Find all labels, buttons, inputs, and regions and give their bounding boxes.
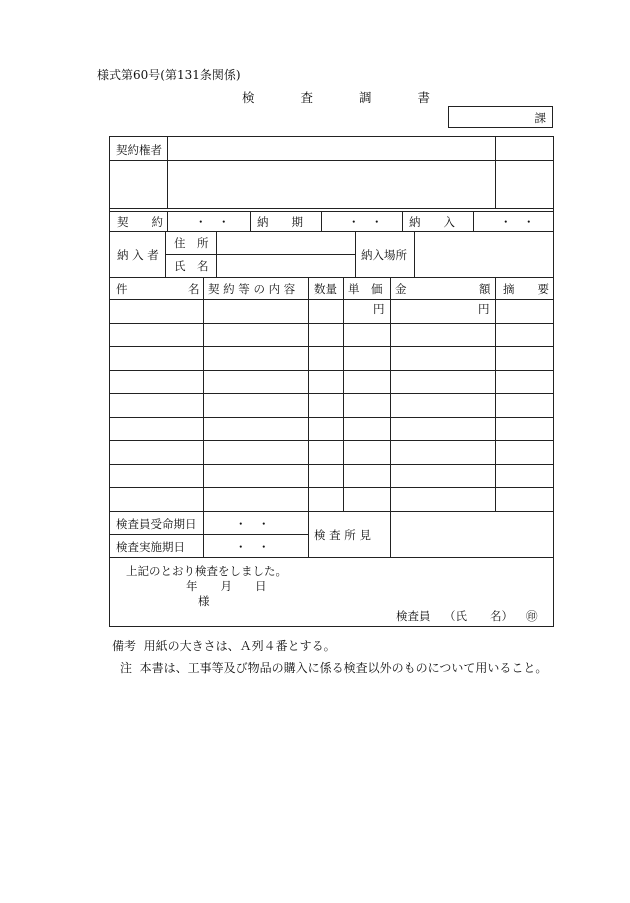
inspection-form-table (109, 136, 554, 627)
findings-label: 検 査 所 見 (314, 528, 371, 542)
grid-line (165, 231, 166, 277)
deadline-date-field[interactable]: ・ ・ (348, 215, 383, 229)
grid-line (355, 231, 356, 277)
delivery-place-label: 納入場所 (361, 248, 407, 262)
col-header-item-b: 名 (188, 282, 200, 296)
delivery-label: 納 入 (409, 215, 455, 229)
title-char-4: 書 (417, 90, 431, 105)
title-char-3: 調 (359, 90, 372, 105)
grid-line (110, 299, 553, 300)
contractor-label: 契約権者 (116, 143, 162, 157)
department-field[interactable] (448, 106, 553, 128)
note-paper-size (112, 637, 336, 654)
col-header-amount-b: 額 (479, 282, 491, 296)
col-header-content: 契 約 等 の 内 容 (208, 282, 296, 296)
grid-line (110, 417, 553, 418)
col-header-unit-price: 単 価 (348, 282, 383, 296)
grid-line (110, 231, 553, 232)
title-char-2: 査 (300, 90, 314, 105)
grid-line (110, 323, 553, 324)
grid-line (110, 277, 553, 278)
grid-line (110, 346, 553, 347)
grid-line (110, 534, 308, 535)
certification-statement: 上記のとおり検査をしました。 (126, 564, 287, 578)
address-label: 住 所 (174, 236, 209, 250)
note2-text: 本書は、工事等及び物品の購入に係る検査以外のものについて用いること。 (139, 661, 548, 675)
amount-yen: 円 (478, 302, 490, 316)
form-number: 様式第60号(第131条関係) (97, 68, 241, 82)
page-title (242, 88, 476, 106)
grid-line (216, 231, 217, 277)
grid-line (473, 211, 474, 231)
performed-date-label: 検査実施期日 (116, 540, 185, 554)
col-header-remarks: 摘 要 (503, 282, 549, 296)
grid-line (402, 211, 403, 231)
grid-line (250, 211, 251, 231)
grid-line (495, 137, 496, 208)
grid-line (110, 511, 553, 512)
seal-mark: ㊞ (526, 609, 538, 623)
unit-price-yen: 円 (373, 302, 385, 316)
grid-line (167, 137, 168, 208)
grid-line (167, 211, 168, 231)
grid-line (308, 511, 309, 557)
grid-line (110, 464, 553, 465)
inspector-name-label: （氏 名） (444, 609, 513, 623)
grid-line (110, 370, 553, 371)
grid-line (390, 277, 391, 511)
note1-text: 用紙の大きさは、Ａ列４番とする。 (143, 639, 336, 653)
grid-line (203, 277, 204, 511)
department-suffix: 課 (534, 111, 546, 125)
grid-line (390, 511, 391, 557)
grid-line (110, 160, 553, 161)
col-header-item-a: 件 (116, 282, 128, 296)
contract-date-field[interactable]: ・ ・ (195, 215, 230, 229)
grid-line (110, 557, 553, 558)
col-header-qty: 数量 (314, 282, 337, 296)
note1-label: 備考 (112, 639, 137, 653)
grid-line (321, 211, 322, 231)
grid-line (110, 393, 553, 394)
delivery-date-field[interactable]: ・ ・ (500, 215, 535, 229)
grid-line (110, 211, 553, 212)
grid-line (110, 440, 553, 441)
grid-line (165, 254, 355, 255)
supplier-label: 納 入 者 (117, 248, 159, 262)
certification-date: 年 月 日 (186, 579, 267, 593)
received-date-field[interactable]: ・ ・ (235, 517, 270, 531)
grid-line (110, 487, 553, 488)
performed-date-field[interactable]: ・ ・ (235, 540, 270, 554)
grid-line (110, 208, 553, 209)
note-usage (120, 659, 547, 676)
name-label: 氏 名 (174, 259, 209, 273)
addressee-suffix: 様 (198, 594, 210, 608)
grid-line (308, 277, 309, 511)
grid-line (495, 277, 496, 511)
title-char-1: 検 (242, 90, 255, 105)
grid-line (414, 231, 415, 277)
note2-label: 注 (120, 661, 133, 675)
contract-label: 契 約 (117, 215, 163, 229)
received-date-label: 検査員受命期日 (116, 517, 197, 531)
col-header-amount-a: 金 (395, 282, 407, 296)
deadline-label: 納 期 (257, 215, 303, 229)
inspector-label: 検査員 (396, 609, 431, 623)
grid-line (203, 511, 204, 557)
grid-line (343, 277, 344, 511)
